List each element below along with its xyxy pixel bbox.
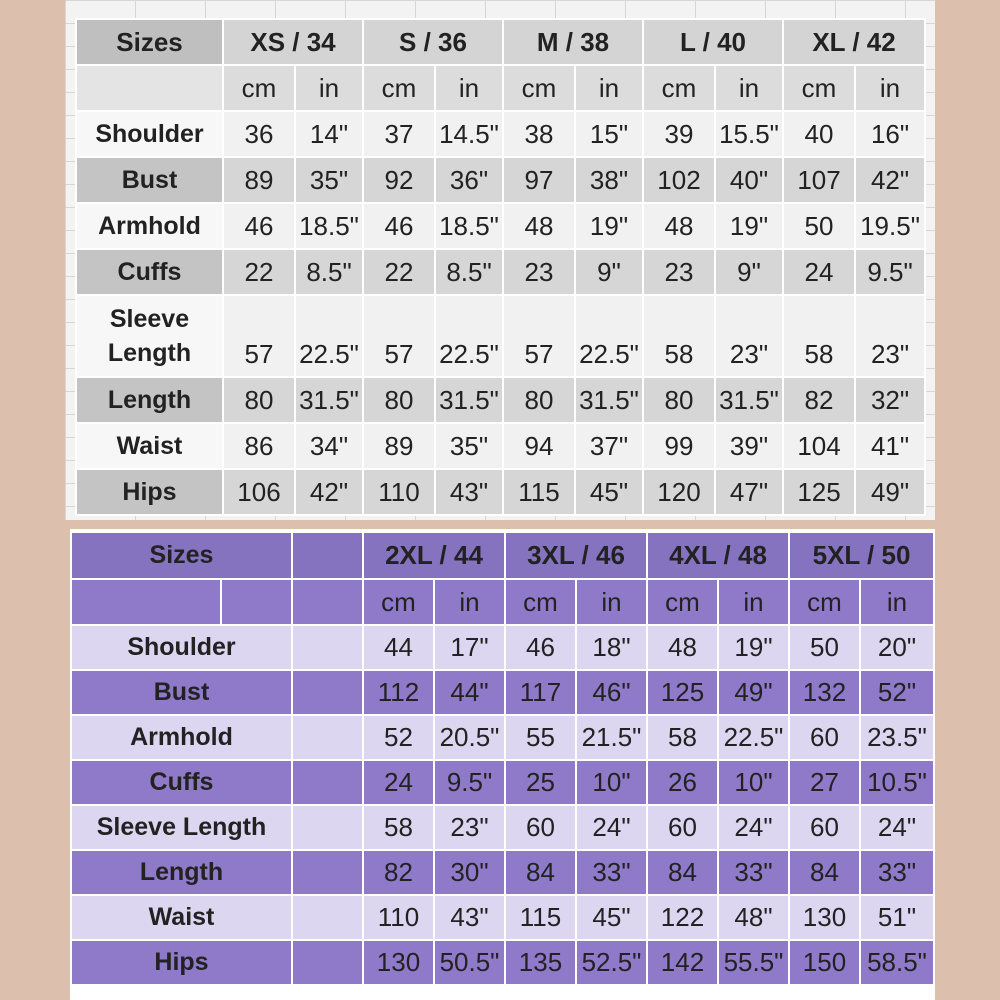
value-cell: 33" [576,850,647,895]
value-cell: 24" [860,805,934,850]
value-cell: 82 [783,377,855,423]
value-cell: 47" [715,469,783,515]
unit-cell: cm [505,579,576,625]
size-header: M / 38 [503,19,643,65]
value-cell: 40" [715,157,783,203]
size-header: S / 36 [363,19,503,65]
value-cell: 99 [643,423,715,469]
empty-cell [292,850,363,895]
value-cell: 8.5" [435,249,503,295]
value-cell: 43" [434,895,505,940]
value-cell: 52" [860,670,934,715]
row-label: Cuffs [71,760,292,805]
value-cell: 22.5" [575,295,643,377]
value-cell: 35" [435,423,503,469]
value-cell: 58 [363,805,434,850]
row-label: Length [71,850,292,895]
row-label: Waist [76,423,223,469]
value-cell: 80 [503,377,575,423]
value-cell: 125 [647,670,718,715]
empty-cell [292,895,363,940]
empty-cell [292,940,363,985]
size-header: 4XL / 48 [647,532,789,579]
row-cuffs [71,760,934,805]
sizes-header: Sizes [76,19,223,65]
unit-cell: in [434,579,505,625]
row-sleeve-length [76,295,925,377]
value-cell: 40 [783,111,855,157]
row-label: Shoulder [76,111,223,157]
value-cell: 32" [855,377,925,423]
empty-cell [292,579,363,625]
value-cell: 46 [505,625,576,670]
value-cell: 125 [783,469,855,515]
value-cell: 142 [647,940,718,985]
row-shoulder [71,625,934,670]
value-cell: 48 [647,625,718,670]
row-cuffs [76,249,925,295]
value-cell: 57 [363,295,435,377]
size-header: XL / 42 [783,19,925,65]
value-cell: 48" [718,895,789,940]
unit-cell: in [435,65,503,111]
value-cell: 102 [643,157,715,203]
value-cell: 31.5" [435,377,503,423]
row-label: Armhold [71,715,292,760]
value-cell: 42" [295,469,363,515]
row-hips [71,940,934,985]
value-cell: 23 [643,249,715,295]
unit-cell: cm [783,65,855,111]
unit-cell: cm [643,65,715,111]
value-cell: 50.5" [434,940,505,985]
value-cell: 110 [363,469,435,515]
row-waist [71,895,934,940]
value-cell: 60 [789,715,860,760]
row-hips [76,469,925,515]
value-cell: 9.5" [855,249,925,295]
value-cell: 135 [505,940,576,985]
value-cell: 31.5" [575,377,643,423]
value-cell: 24 [363,760,434,805]
row-label: Shoulder [71,625,292,670]
value-cell: 50 [783,203,855,249]
value-cell: 80 [643,377,715,423]
row-label: Cuffs [76,249,223,295]
row-label [76,295,223,377]
value-cell: 58 [647,715,718,760]
value-cell: 23" [715,295,783,377]
unit-cell: in [295,65,363,111]
empty-cell [292,532,363,579]
value-cell: 10" [576,760,647,805]
value-cell: 58 [783,295,855,377]
value-cell: 37 [363,111,435,157]
value-cell: 26 [647,760,718,805]
value-cell: 35" [295,157,363,203]
value-cell: 38 [503,111,575,157]
value-cell: 21.5" [576,715,647,760]
unit-cell: cm [363,65,435,111]
value-cell: 130 [363,940,434,985]
value-cell: 31.5" [295,377,363,423]
value-cell: 43" [435,469,503,515]
value-cell: 51" [860,895,934,940]
value-cell: 45" [576,895,647,940]
value-cell: 30" [434,850,505,895]
row-bust [76,157,925,203]
row-label: Sleeve Length [71,805,292,850]
size-header: 2XL / 44 [363,532,505,579]
value-cell: 130 [789,895,860,940]
value-cell: 84 [505,850,576,895]
value-cell: 42" [855,157,925,203]
size-header: XS / 34 [223,19,363,65]
value-cell: 48 [643,203,715,249]
value-cell: 106 [223,469,295,515]
empty-cell [292,670,363,715]
size-header: L / 40 [643,19,783,65]
value-cell: 49" [855,469,925,515]
value-cell: 25 [505,760,576,805]
value-cell: 22 [223,249,295,295]
value-cell: 9.5" [434,760,505,805]
size-chart-top-panel [65,0,935,520]
value-cell: 36" [435,157,503,203]
row-length [71,850,934,895]
unit-cell: in [575,65,643,111]
value-cell: 52.5" [576,940,647,985]
unit-cell: in [860,579,934,625]
row-label: Length [76,377,223,423]
value-cell: 18.5" [295,203,363,249]
value-cell: 39" [715,423,783,469]
sizes-header: Sizes [71,532,292,579]
size-chart-bottom-panel [70,529,935,1000]
value-cell: 104 [783,423,855,469]
value-cell: 14.5" [435,111,503,157]
value-cell: 107 [783,157,855,203]
value-cell: 112 [363,670,434,715]
empty-cell [221,579,292,625]
value-cell: 122 [647,895,718,940]
value-cell: 82 [363,850,434,895]
value-cell: 22.5" [295,295,363,377]
empty-cell [292,715,363,760]
value-cell: 49" [718,670,789,715]
value-cell: 46 [223,203,295,249]
row-label: Bust [76,157,223,203]
value-cell: 60 [789,805,860,850]
value-cell: 48 [503,203,575,249]
row-label: Waist [71,895,292,940]
unit-cell: cm [363,579,434,625]
value-cell: 80 [223,377,295,423]
value-cell: 94 [503,423,575,469]
table-body [71,532,934,985]
value-cell: 10" [718,760,789,805]
value-cell: 22 [363,249,435,295]
value-cell: 50 [789,625,860,670]
value-cell: 22.5" [435,295,503,377]
size-header: 5XL / 50 [789,532,934,579]
value-cell: 23" [434,805,505,850]
value-cell: 27 [789,760,860,805]
value-cell: 115 [505,895,576,940]
value-cell: 57 [223,295,295,377]
value-cell: 46" [576,670,647,715]
value-cell: 9" [575,249,643,295]
value-cell: 20" [860,625,934,670]
value-cell: 37" [575,423,643,469]
value-cell: 24" [576,805,647,850]
row-label: Hips [76,469,223,515]
unit-cell: cm [503,65,575,111]
value-cell: 150 [789,940,860,985]
value-cell: 110 [363,895,434,940]
value-cell: 31.5" [715,377,783,423]
value-cell: 52 [363,715,434,760]
value-cell: 45" [575,469,643,515]
value-cell: 84 [789,850,860,895]
value-cell: 57 [503,295,575,377]
table-header-row [71,532,934,579]
unit-row [76,65,925,111]
value-cell: 20.5" [434,715,505,760]
value-cell: 55.5" [718,940,789,985]
value-cell: 24" [718,805,789,850]
value-cell: 9" [715,249,783,295]
unit-cell: cm [223,65,295,111]
value-cell: 89 [223,157,295,203]
row-label-line: Sleeve [109,305,190,333]
value-cell: 58.5" [860,940,934,985]
empty-cell [71,579,221,625]
value-cell: 92 [363,157,435,203]
value-cell: 19" [718,625,789,670]
value-cell: 58 [643,295,715,377]
value-cell: 17" [434,625,505,670]
value-cell: 33" [860,850,934,895]
value-cell: 115 [503,469,575,515]
value-cell: 19.5" [855,203,925,249]
row-bust [71,670,934,715]
row-shoulder [76,111,925,157]
value-cell: 23" [855,295,925,377]
unit-cell: in [855,65,925,111]
value-cell: 15.5" [715,111,783,157]
unit-cell: cm [647,579,718,625]
value-cell: 23 [503,249,575,295]
value-cell: 16" [855,111,925,157]
row-armhold [71,715,934,760]
empty-cell [292,805,363,850]
unit-cell: in [576,579,647,625]
value-cell: 23.5" [860,715,934,760]
value-cell: 44" [434,670,505,715]
row-label: Hips [71,940,292,985]
value-cell: 86 [223,423,295,469]
unit-row [71,579,934,625]
value-cell: 10.5" [860,760,934,805]
value-cell: 55 [505,715,576,760]
value-cell: 8.5" [295,249,363,295]
row-armhold [76,203,925,249]
value-cell: 132 [789,670,860,715]
value-cell: 39 [643,111,715,157]
value-cell: 120 [643,469,715,515]
value-cell: 84 [647,850,718,895]
table-body [76,19,925,515]
size-header: 3XL / 46 [505,532,647,579]
value-cell: 18" [576,625,647,670]
value-cell: 36 [223,111,295,157]
row-waist [76,423,925,469]
value-cell: 60 [647,805,718,850]
value-cell: 24 [783,249,855,295]
row-length [76,377,925,423]
unit-cell: in [715,65,783,111]
value-cell: 15" [575,111,643,157]
empty-cell [292,625,363,670]
row-label-line: Length [107,339,192,367]
value-cell: 33" [718,850,789,895]
value-cell: 44 [363,625,434,670]
value-cell: 38" [575,157,643,203]
value-cell: 19" [575,203,643,249]
empty-cell [76,65,223,111]
value-cell: 89 [363,423,435,469]
size-chart-table-plus-sizes [70,531,935,986]
value-cell: 97 [503,157,575,203]
row-label: Armhold [76,203,223,249]
row-sleeve-length [71,805,934,850]
empty-cell [292,760,363,805]
table-header-row [76,19,925,65]
value-cell: 14" [295,111,363,157]
value-cell: 22.5" [718,715,789,760]
value-cell: 34" [295,423,363,469]
size-chart-table-small-sizes [75,18,926,516]
value-cell: 46 [363,203,435,249]
row-label: Bust [71,670,292,715]
value-cell: 117 [505,670,576,715]
value-cell: 19" [715,203,783,249]
value-cell: 60 [505,805,576,850]
unit-cell: cm [789,579,860,625]
value-cell: 41" [855,423,925,469]
value-cell: 80 [363,377,435,423]
value-cell: 18.5" [435,203,503,249]
unit-cell: in [718,579,789,625]
